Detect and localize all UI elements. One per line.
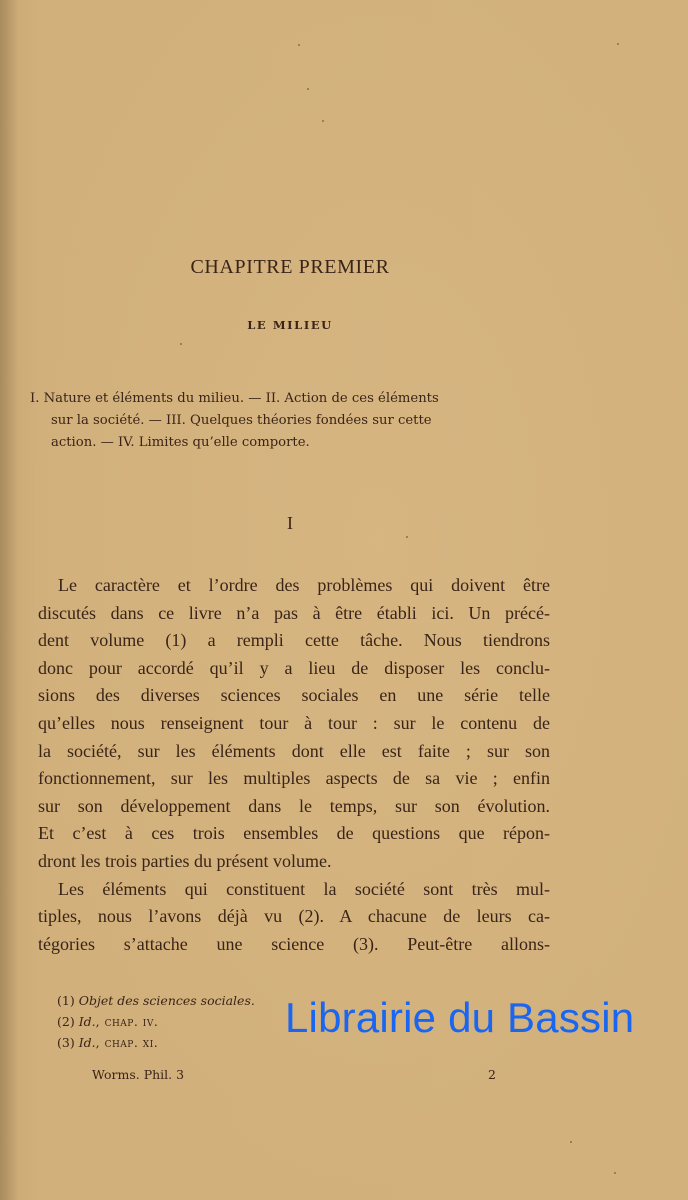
body-line: dront les trois parties du présent volume. bbox=[38, 850, 332, 871]
section-numeral: I bbox=[287, 513, 293, 533]
section-title: LE MILIEU bbox=[247, 318, 333, 332]
footnote-marker: (1) bbox=[57, 993, 75, 1008]
footnote-2 bbox=[57, 1011, 255, 1032]
page-gutter-shadow bbox=[0, 0, 18, 1200]
summary-line: action. — IV. Limites qu’elle comporte. bbox=[51, 435, 310, 450]
footnotes bbox=[57, 990, 255, 1053]
body-line: discutés dans ce livre n’a pas à être établi ici. Un précé- bbox=[38, 602, 550, 623]
footnote-text: Id. bbox=[78, 1014, 96, 1029]
body-line: sur son développement dans le temps, sur son évolution. bbox=[38, 795, 550, 816]
paper-speck bbox=[617, 43, 619, 45]
footnote-text: Id. bbox=[78, 1035, 96, 1050]
body-line: donc pour accordé qu’il y a lieu de disposer les conclu- bbox=[38, 657, 550, 678]
body-line: Les éléments qui constituent la société sont très mul- bbox=[58, 878, 550, 899]
body-line: dent volume (1) a rempli cette tâche. Nous tiendrons bbox=[38, 630, 550, 651]
summary-line: I. Nature et éléments du milieu. — II. Action de ces éléments bbox=[30, 391, 439, 406]
summary-line: sur la société. — III. Quelques théories fondées sur cette bbox=[51, 413, 432, 428]
body-line: Et c’est à ces trois ensembles de questions que répon- bbox=[38, 823, 550, 844]
watermark-text: Librairie du Bassin bbox=[285, 994, 635, 1041]
body-line: fonctionnement, sur les multiples aspects de sa vie ; enfin bbox=[38, 768, 550, 789]
footnote-1 bbox=[57, 990, 255, 1011]
paper-speck bbox=[307, 88, 309, 90]
body-line: tégories s’attache une science (3). Peut-être allons- bbox=[38, 933, 550, 954]
body-line: qu’elles nous renseignent tour à tour : sur le contenu de bbox=[38, 712, 550, 733]
signature-number: 2 bbox=[488, 1067, 496, 1082]
paper-speck bbox=[180, 343, 182, 345]
body-line: sions des diverses sciences sociales en une série telle bbox=[38, 685, 550, 706]
chapter-summary bbox=[30, 388, 550, 454]
footnote-3 bbox=[57, 1032, 255, 1053]
printer-signature: Worms. Phil. 3 bbox=[92, 1067, 185, 1082]
chapter-title: CHAPITRE PREMIER bbox=[190, 256, 390, 278]
paper-speck bbox=[322, 120, 324, 122]
footnote-text: Objet des sciences sociales. bbox=[78, 993, 255, 1008]
paper-speck bbox=[614, 1172, 616, 1174]
body-line: tiples, nous l’avons déjà vu (2). A chacune de leurs ca- bbox=[38, 906, 550, 927]
body-text bbox=[38, 572, 550, 958]
footnote-rest: , chap. iv. bbox=[95, 1014, 159, 1029]
footnote-rest: , chap. xi. bbox=[95, 1035, 159, 1050]
paper-speck bbox=[406, 536, 408, 538]
body-line: Le caractère et l’ordre des problèmes qui doivent être bbox=[58, 575, 550, 595]
footnote-marker: (3) bbox=[57, 1035, 75, 1050]
body-line: la société, sur les éléments dont elle est faite ; sur son bbox=[38, 740, 550, 761]
footnote-marker: (2) bbox=[57, 1014, 75, 1029]
paper-speck bbox=[298, 44, 300, 46]
paper-speck bbox=[570, 1141, 572, 1143]
